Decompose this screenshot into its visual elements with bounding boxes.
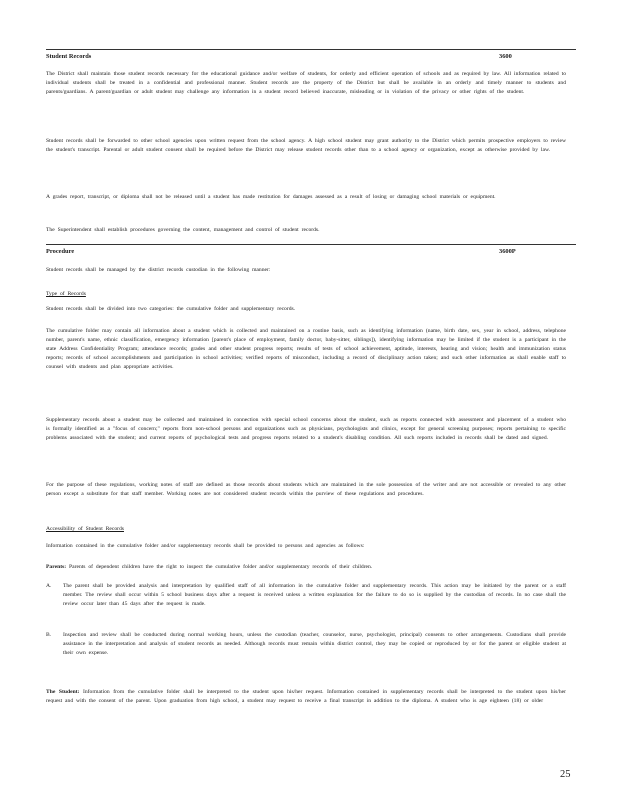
section-title: Student Records [46,53,92,60]
section-header-policy [46,49,576,61]
list-item-text: The parent shall be provided analysis and interpretation by qualified staff of all information in the cumulative folder and supplementary records. This action may be initiated by the parent or a staff member. The review shall occur within 5 school business days after a request is received unless a written explanation for the failure to do so is supplied by the custodian of records. In no case shall the review occur later than 45 days after the request is made. [63,583,566,607]
policy-paragraph-1: The District shall maintain those student records necessary for the educational guidance and/or welfare of students, for orderly and efficient operation of schools and as required by law. All information related to individual students shall be treated in a confidential and professional manner. Student records are the property of the District but shall be available in an orderly and timely manner to students and parents/guardians. A parent/guardian or adult student may challenge any information in a student record believed inaccurate, misleading or in violation of the privacy or other rights of the student. [46,71,566,95]
parents-text: Parents of dependent children have the right to inspect the cumulative folder and/or supplementary records of their children. [69,564,373,570]
section-header-procedure [46,244,576,256]
policy-paragraph-2: Student records shall be forwarded to other school agencies upon written request from the school agency. A high school student may grant authority to the District which permits prospective employers to review the student's transcript. Parental or adult student consent shall be required before the District may release student records other than to a school agency or organization, except as otherwise provided by law. [46,138,566,153]
accessibility-heading: Accessibility of Student Records [46,526,124,532]
procedure-intro: Student records shall be managed by the district records custodian in the following manner: [46,267,271,273]
accessibility-intro: Information contained in the cumulative folder and/or supplementary records shall be provided to persons and agencies as follows: [46,543,365,549]
supplementary-records-paragraph: Supplementary records about a student may be collected and maintained in connection with special school concerns about the student, such as reports connected with assessment and placement of a student who is formally identified as a "focus of concern;" reports from non-school persons and organizations such as physicians, psychologists and clinics, except for general screening purposes; reports pertaining to specific problems associated with the student; and current reports of psychological tests and progress reports related to a student's disabling condition. All such reports included in records shall be dated and signed. [46,417,566,441]
working-notes-paragraph: For the purpose of these regulations, working notes of staff are defined as those records about students which are maintained in the sole possession of the writer and are not accessible or revealed to any other person except a substitute for that staff member. Working notes are not considered student records within the purview of these regulations and procedures. [46,482,566,497]
types-intro: Student records shall be divided into two categories: the cumulative folder and supplementary records. [46,306,296,312]
list-marker: A. [46,583,52,589]
section-code: 3600P [499,248,516,255]
student-text: Information from the cumulative folder shall be interpreted to the student upon his/her request. Information contained in supplementary records shall be interpreted to the student upon his/her request and with the consent of the parent. Upon graduation from high school, a student may request to receive a final transcript in addition to the diploma. A student who is age eighteen (18) or older [46,689,566,704]
types-heading: Type of Records [46,291,86,297]
student-paragraph [46,688,566,706]
page-number: 25 [560,769,571,780]
section-title: Procedure [46,248,75,255]
section-code: 3600 [499,53,512,60]
policy-paragraph-3: A grades report, transcript, or diploma shall not be released until a student has made restitution for damages assessed as a result of losing or damaging school materials or equipment. [46,194,496,200]
list-marker: B. [46,632,52,638]
parents-paragraph [46,563,566,572]
cumulative-folder-paragraph: The cumulative folder may contain all information about a student which is collected and maintained on a routine basis, such as identifying information (name, birth date, sex, year in school, address, telephone number, parent's name, ethnic classification, emergency information [parent's place of employment, family doctor, baby-sitter, siblings]), identifying information may be limited if the student is a participant in the state Address Confidentiality Program; attendance records; grades and other student progress reports; results of tests of school achievement, aptitude, interests, hearing and vision; health and immunization status reports; records of school accomplishments and participation in school activities; verified reports of misconduct, including a record of disciplinary action taken; and such other information as shall enable staff to counsel with students and plan appropriate activities. [46,328,566,370]
list-item-text: Inspection and review shall be conducted during normal working hours, unless the custodian (teacher, counselor, nurse, psychologist, principal) consents to other arrangements. Custodians shall provide assistance in the interpretation and analysis of student records as needed. Although records must remain within district control, they may be copied or reproduced by or for the parent or eligible student at their own expense. [63,632,566,656]
student-label: The Student: [46,689,80,695]
parents-label: Parents: [46,564,67,570]
policy-paragraph-4: The Superintendent shall establish procedures governing the content, management and control of student records. [46,227,320,233]
